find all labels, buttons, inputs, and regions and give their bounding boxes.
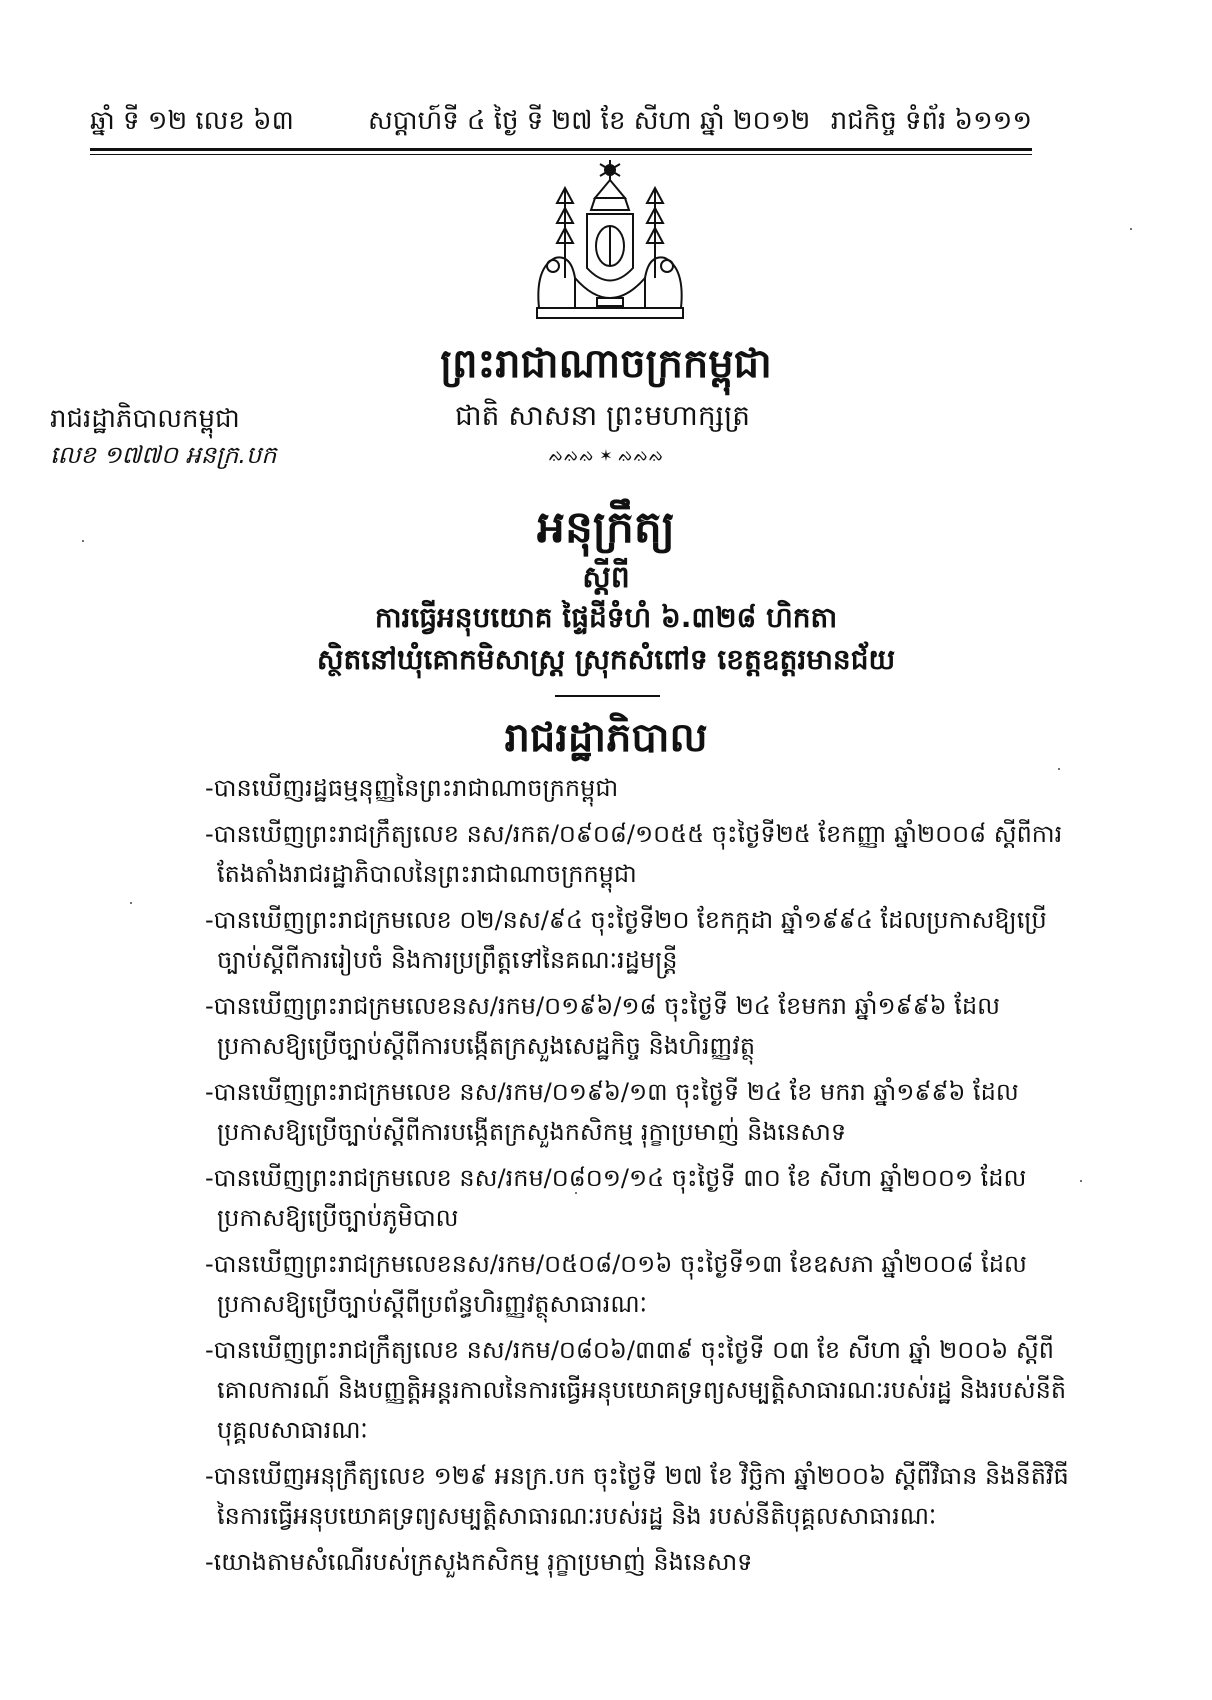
kingdom-motto: ជាតិ សាសនា ព្រះមហាក្សត្រ — [455, 399, 751, 432]
scan-speck — [1130, 228, 1132, 230]
issuer-reference-number: លេខ ១៧៧០ អនក្រ.បក — [50, 441, 277, 469]
recital-item: -បានឃើញព្រះរាជក្រមលេខ នស/រកម/០៨០១/១៤ ចុះថ្ងៃទី ៣០ ខែ សីហា ឆ្នាំ២០០១ ដែលប្រកាសឱ្យប្រើច្បាប់ភូមិបាល — [205, 1164, 1027, 1232]
recital-item: -បានឃើញព្រះរាជក្រមលេខ ០២/នស/៩៤ ចុះថ្ងៃទី២០ ខែកក្កដា ឆ្នាំ១៩៩៤ ដែលប្រកាសឱ្យប្រើច្បាប់ស្តីពីការរៀបចំ និងការប្រព្រឹត្តទៅនៃគណៈរដ្ឋមន្ត្រី — [205, 906, 1047, 974]
document-subject-line-2: ស្ថិតនៅឃុំគោកមិសាស្រ្ត ស្រុកសំពៅទ ខេត្តឧត្តរមានជ័យ — [316, 643, 896, 676]
recitals-list — [205, 768, 1085, 1582]
recital-item: -បានឃើញព្រះរាជក្រមលេខ នស/រកម/០១៩៦/១៣ ចុះថ្ងៃទី ២៤ ខែ មករា ឆ្នាំ១៩៩៦ ដែលប្រកាសឱ្យប្រើច្បាប់ស្តីពីការបង្កើតក្រសួងកសិកម្ម រុក្ខាប្រមាញ់ និងនេសាទ — [205, 1078, 1019, 1146]
document-subject-line-1: ការធ្វើអនុបយោគ ផ្ទៃដីទំហំ ៦.៣២៨ ហិកតា — [374, 601, 838, 634]
recital-item: -បានឃើញព្រះរាជក្រឹត្យលេខ នស/រកម/០៨០៦/៣៣៩ ចុះថ្ងៃទី ០៣ ខែ សីហា ឆ្នាំ ២០០៦ ស្តីពីគោលការណ៍ និងបញ្ញត្តិអន្តរកាលនៃការធ្វើអនុបយោគទ្រព្យសម្បត្តិសាធារណៈរបស់រដ្ឋ និងរបស់នីតិបុគ្គលសាធារណៈ — [205, 1336, 1067, 1444]
recital-item: -បានឃើញអនុក្រឹត្យលេខ ១២៩ អនក្រ.បក ចុះថ្ងៃទី ២៧ ខែ វិច្ឆិកា ឆ្នាំ២០០៦ ស្តីពីវិធាន និងនីតិវិធីនៃការធ្វើអនុបយោគទ្រព្យសម្បត្តិសាធារណៈរបស់រដ្ឋ និង របស់នីតិបុគ្គលសាធារណៈ — [205, 1462, 1069, 1530]
kingdom-title: ព្រះរាជាណាចក្រកម្ពុជា — [440, 341, 772, 387]
title-divider — [555, 695, 660, 697]
document-type-title: អនុក្រឹត្យ — [537, 502, 675, 553]
recital-item: -បានឃើញព្រះរាជក្រមលេខនស/រកម/០៥០៨/០១៦ ចុះថ្ងៃទី១៣ ខែឧសភា ឆ្នាំ២០០៨ ដែលប្រកាសឱ្យប្រើច្បាប់ស្តីពីប្រព័ន្ធហិរញ្ញវត្ថុសាធារណៈ — [205, 1250, 1027, 1318]
recital-item: -យោងតាមសំណើរបស់ក្រសួងកសិកម្ម រុក្ខាប្រមាញ់ និងនេសាទ — [205, 1548, 753, 1576]
recital-item: -បានឃើញរដ្ឋធម្មនុញ្ញនៃព្រះរាជាណាចក្រកម្ពុជា — [205, 774, 619, 802]
gazette-page-number: រាជកិច្ច ទំព័រ ៦១១១ — [830, 106, 1032, 136]
scan-speck — [82, 540, 84, 542]
scan-speck — [575, 1192, 577, 1194]
scan-speck — [1058, 768, 1060, 770]
document-about: ស្តីពី — [582, 560, 630, 595]
scan-speck — [1080, 1180, 1082, 1182]
scan-speck — [130, 902, 132, 904]
recital-item: -បានឃើញព្រះរាជក្រឹត្យលេខ នស/រកត/០៩០៨/១០៥៥ ចុះថ្ងៃទី២៥ ខែកញ្ញា ឆ្នាំ២០០៨ ស្តីពីការតែងតាំងរាជរដ្ឋាភិបាលនៃព្រះរាជាណាចក្រកម្ពុជា — [205, 820, 1063, 888]
ornament-divider: ᨁᨁᨁ ✶ ᨁᨁᨁ — [548, 446, 664, 465]
recital-item: -បានឃើញព្រះរាជក្រមលេខនស/រកម/០១៩៦/១៨ ចុះថ្ងៃទី ២៤ ខែមករា ឆ្នាំ១៩៩៦ ដែលប្រកាសឱ្យប្រើច្បាប់ស្តីពីការបង្កើតក្រសួងសេដ្ឋកិច្ច និងហិរញ្ញវត្ថុ — [205, 992, 1000, 1060]
gazette-year-issue: ឆ្នាំ ទី ១២ លេខ ៦៣ — [90, 106, 294, 136]
issuer-name: រាជរដ្ឋាភិបាលកម្ពុជា — [50, 404, 240, 434]
gazette-header — [90, 104, 1032, 144]
issuing-body-heading: រាជរដ្ឋាភិបាល — [504, 715, 708, 761]
header-rule — [90, 148, 1032, 151]
royal-coat-of-arms-icon — [525, 158, 695, 328]
header-rule-thin — [90, 154, 1032, 155]
gazette-date: សប្តាហ៍ទី ៤ ថ្ងៃ ទី ២៧ ខែ សីហា ឆ្នាំ ២០១២ — [368, 106, 811, 136]
